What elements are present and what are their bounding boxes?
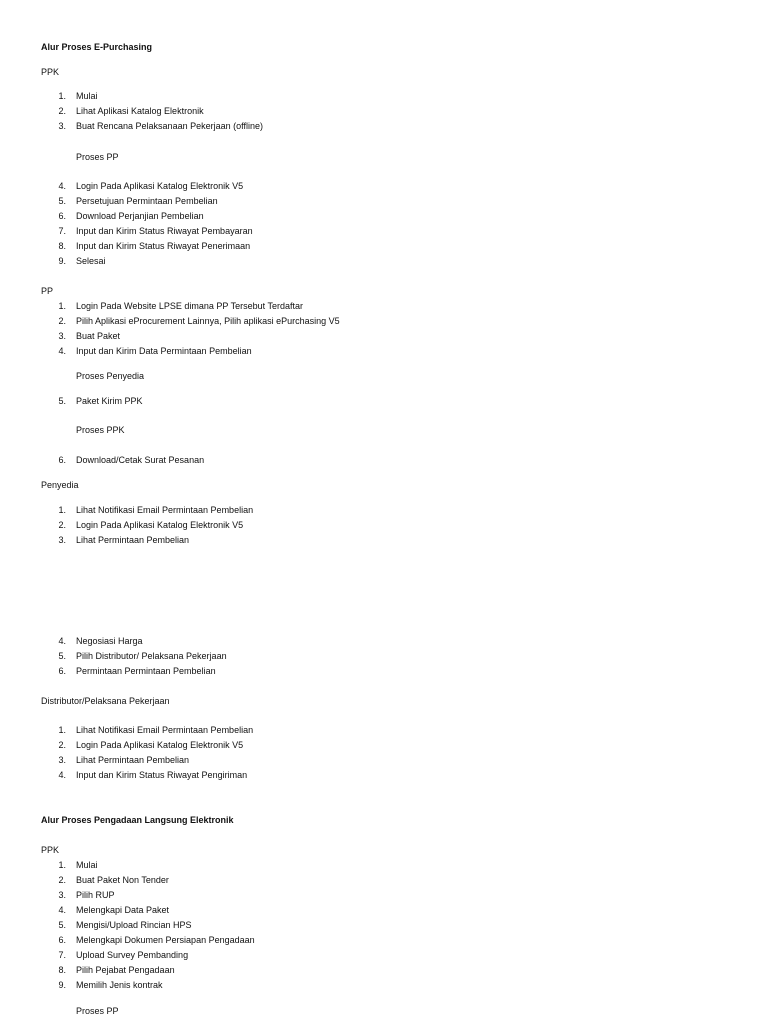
list-item: 9. Memilih Jenis kontrak [58, 980, 163, 990]
list-item: 2. Login Pada Aplikasi Katalog Elektronik V5 [58, 740, 244, 750]
list-item: 9. Selesai [58, 256, 106, 266]
list-item: 2. Login Pada Aplikasi Katalog Elektronik V5 [58, 520, 244, 530]
heading-ppk: PPK [41, 845, 60, 855]
list-item: 7. Input dan Kirim Status Riwayat Pembayaran [58, 226, 253, 236]
list-item: 1. Mulai [58, 860, 98, 870]
list-item: 2. Buat Paket Non Tender [58, 875, 169, 885]
list-item: 6. Download Perjanjian Pembelian [58, 211, 204, 221]
list-item: 6. Download/Cetak Surat Pesanan [58, 455, 205, 465]
list-item: 4. Negosiasi Harga [58, 636, 143, 646]
list-item: 7. Upload Survey Pembanding [58, 950, 189, 960]
list-item: 4. Melengkapi Data Paket [58, 905, 170, 915]
list-item: 5. Paket Kirim PPK [58, 396, 143, 406]
title-pengadaan-langsung: Alur Proses Pengadaan Langsung Elektronik [41, 815, 234, 825]
list-item: 3. Pilih RUP [58, 890, 115, 900]
list-item: 1. Mulai [58, 91, 98, 101]
list-item: 4. Login Pada Aplikasi Katalog Elektronik V5 [58, 181, 244, 191]
sub-label-proses-penyedia: Proses Penyedia [76, 371, 145, 381]
list-item: 5. Pilih Distributor/ Pelaksana Pekerjaan [58, 651, 227, 661]
list-item: 2. Lihat Aplikasi Katalog Elektronik [58, 106, 204, 116]
heading-distributor: Distributor/Pelaksana Pekerjaan [41, 696, 170, 706]
list-item: 8. Pilih Pejabat Pengadaan [58, 965, 175, 975]
list-item: 1. Lihat Notifikasi Email Permintaan Pembelian [58, 505, 254, 515]
list-item: 2. Pilih Aplikasi eProcurement Lainnya, Pilih aplikasi ePurchasing V5 [58, 316, 340, 326]
heading-pp: PP [41, 286, 54, 296]
list-item: 1. Lihat Notifikasi Email Permintaan Pembelian [58, 725, 254, 735]
list-item: 3. Buat Rencana Pelaksanaan Pekerjaan (offline) [58, 121, 263, 131]
list-item: 8. Input dan Kirim Status Riwayat Penerimaan [58, 241, 251, 251]
list-item: 4. Input dan Kirim Data Permintaan Pembelian [58, 346, 252, 356]
list-item: 6. Permintaan Permintaan Pembelian [58, 666, 216, 676]
list-item: 6. Melengkapi Dokumen Persiapan Pengadaan [58, 935, 255, 945]
sub-label-proses-pp: Proses PP [76, 1006, 119, 1016]
sub-label-proses-ppk: Proses PPK [76, 425, 125, 435]
list-item: 3. Lihat Permintaan Pembelian [58, 755, 190, 765]
list-item: 3. Lihat Permintaan Pembelian [58, 535, 190, 545]
list-item: 5. Mengisi/Upload Rincian HPS [58, 920, 192, 930]
list-item: 3. Buat Paket [58, 331, 121, 341]
heading-ppk: PPK [41, 67, 60, 77]
title-e-purchasing: Alur Proses E-Purchasing [41, 42, 153, 52]
sub-label-proses-pp: Proses PP [76, 152, 119, 162]
list-item: 5. Persetujuan Permintaan Pembelian [58, 196, 218, 206]
list-item: 4. Input dan Kirim Status Riwayat Pengiriman [58, 770, 248, 780]
list-item: 1. Login Pada Website LPSE dimana PP Tersebut Terdaftar [58, 301, 303, 311]
heading-penyedia: Penyedia [41, 480, 79, 490]
